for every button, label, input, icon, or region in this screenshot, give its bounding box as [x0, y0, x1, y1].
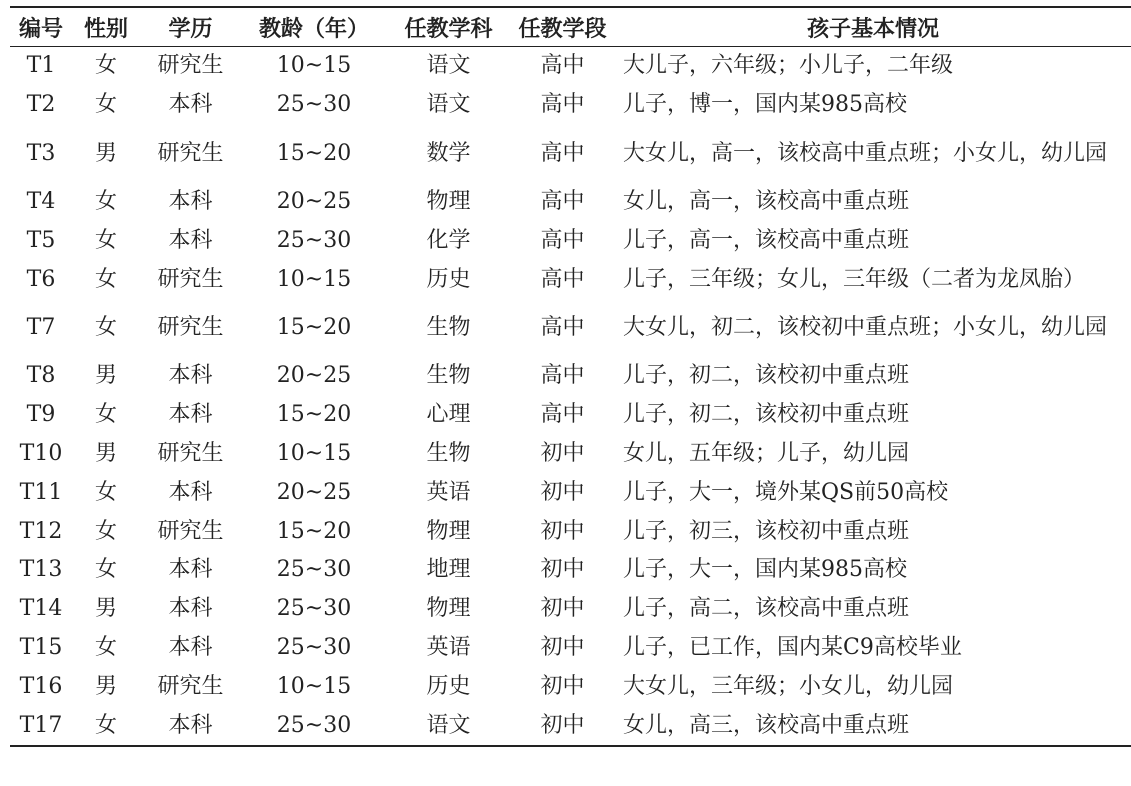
cell-subject: 英语	[426, 479, 471, 505]
cell-id: T8	[26, 363, 56, 389]
cell-education: 研究生	[157, 314, 224, 340]
cell-id: T4	[26, 188, 56, 214]
cell-teaching-years: 10~15	[276, 673, 352, 699]
cell-subject: 生物	[426, 440, 471, 466]
cell-gender: 女	[94, 188, 117, 214]
cell-school-stage: 高中	[540, 227, 585, 253]
cell-education: 研究生	[157, 140, 224, 166]
table-row	[10, 512, 1131, 551]
cell-gender: 女	[94, 266, 117, 292]
cell-id: T7	[26, 314, 56, 340]
cell-gender: 女	[94, 634, 117, 660]
cell-subject: 生物	[426, 363, 471, 389]
cell-school-stage: 初中	[540, 673, 585, 699]
cell-subject: 数学	[426, 140, 471, 166]
cell-gender: 男	[94, 673, 117, 699]
cell-id: T16	[19, 673, 63, 699]
cell-school-stage: 高中	[540, 363, 585, 389]
table-row	[10, 396, 1131, 435]
cell-education: 研究生	[157, 518, 224, 544]
cell-id: T17	[10, 706, 72, 746]
cell-gender: 女	[72, 706, 140, 746]
cell-school-stage: 高中	[540, 402, 585, 428]
cell-school-stage: 初中	[510, 706, 615, 746]
cell-gender: 女	[94, 227, 117, 253]
table-row	[10, 551, 1131, 590]
cell-education: 研究生	[157, 266, 224, 292]
cell-gender: 女	[94, 53, 117, 79]
table-row	[10, 435, 1131, 474]
cell-gender: 男	[94, 363, 117, 389]
cell-children-info: 儿子，高二，该校高中重点班	[623, 596, 910, 622]
cell-id: T13	[19, 557, 63, 583]
table-row	[10, 706, 1131, 746]
cell-school-stage: 高中	[540, 92, 585, 118]
cell-subject: 英语	[426, 634, 471, 660]
cell-children-info: 女儿，高一，该校高中重点班	[623, 188, 910, 214]
cell-school-stage: 初中	[540, 634, 585, 660]
header-id: 编号	[10, 7, 72, 47]
cell-gender: 女	[94, 402, 117, 428]
cell-id: T6	[26, 266, 56, 292]
cell-school-stage: 初中	[540, 596, 585, 622]
cell-education: 研究生	[157, 440, 224, 466]
cell-id: T10	[19, 440, 63, 466]
cell-education: 本科	[168, 92, 213, 118]
cell-gender: 男	[94, 440, 117, 466]
cell-subject: 语文	[387, 706, 510, 746]
cell-subject: 地理	[426, 557, 471, 583]
cell-school-stage: 初中	[540, 479, 585, 505]
cell-children-info: 儿子，初二，该校初中重点班	[623, 363, 910, 389]
cell-education: 本科	[168, 402, 213, 428]
cell-children-info: 儿子，已工作，国内某C9高校毕业	[623, 634, 962, 660]
cell-children-info: 儿子，大一，境外某QS前50高校	[623, 479, 949, 505]
cell-subject: 物理	[426, 188, 471, 214]
cell-teaching-years: 25~30	[276, 557, 352, 583]
cell-teaching-years: 25~30	[241, 706, 387, 746]
header-row	[10, 7, 1131, 47]
cell-education: 本科	[168, 479, 213, 505]
cell-id: T9	[26, 402, 56, 428]
cell-children-info: 大女儿，初二，该校初中重点班；小女儿，幼儿园	[623, 314, 1108, 340]
cell-teaching-years: 15~20	[276, 140, 352, 166]
table-row	[10, 221, 1131, 260]
cell-teaching-years: 10~15	[276, 53, 352, 79]
cell-children-info: 女儿，五年级；儿子，幼儿园	[623, 440, 910, 466]
cell-teaching-years: 25~30	[276, 227, 352, 253]
table-header	[10, 7, 1131, 47]
table-row	[10, 299, 1131, 357]
cell-gender: 男	[94, 140, 117, 166]
cell-subject: 语文	[426, 53, 471, 79]
cell-gender: 女	[94, 314, 117, 340]
cell-teaching-years: 10~15	[276, 266, 352, 292]
cell-subject: 化学	[426, 227, 471, 253]
cell-school-stage: 高中	[540, 314, 585, 340]
cell-school-stage: 初中	[540, 518, 585, 544]
cell-education: 本科	[168, 188, 213, 214]
cell-education: 本科	[168, 227, 213, 253]
table-body	[10, 47, 1131, 746]
cell-subject: 语文	[426, 92, 471, 118]
cell-teaching-years: 25~30	[276, 92, 352, 118]
cell-children-info: 大儿子，六年级；小儿子，二年级	[623, 53, 954, 79]
cell-id: T1	[26, 53, 56, 79]
table-row	[10, 47, 1131, 86]
cell-subject: 物理	[426, 518, 471, 544]
cell-children-info: 儿子，博一，国内某985高校	[623, 92, 907, 118]
table-row	[10, 629, 1131, 668]
header-education: 学历	[140, 7, 241, 47]
cell-id: T12	[19, 518, 63, 544]
cell-education: 研究生	[157, 53, 224, 79]
table-row	[10, 125, 1131, 183]
cell-school-stage: 初中	[540, 440, 585, 466]
cell-gender: 女	[94, 479, 117, 505]
cell-teaching-years: 20~25	[276, 363, 352, 389]
cell-school-stage: 高中	[540, 140, 585, 166]
cell-teaching-years: 20~25	[276, 188, 352, 214]
teacher-info-table-container	[10, 6, 1131, 747]
cell-education: 本科	[168, 557, 213, 583]
header-teaching-years: 教龄（年）	[241, 7, 387, 47]
header-gender: 性别	[72, 7, 140, 47]
cell-children-info: 儿子，三年级；女儿，三年级（二者为龙凤胎）	[623, 266, 1086, 292]
cell-children-info: 儿子，初二，该校初中重点班	[623, 402, 910, 428]
table-row	[10, 86, 1131, 125]
teacher-info-table	[10, 6, 1131, 747]
table-row	[10, 590, 1131, 629]
cell-teaching-years: 25~30	[276, 634, 352, 660]
cell-gender: 男	[94, 596, 117, 622]
cell-teaching-years: 15~20	[276, 402, 352, 428]
table-row	[10, 357, 1131, 396]
cell-school-stage: 初中	[540, 557, 585, 583]
cell-id: T11	[19, 479, 63, 505]
cell-education: 本科	[168, 596, 213, 622]
header-subject: 任教学科	[387, 7, 510, 47]
cell-teaching-years: 20~25	[276, 479, 352, 505]
cell-children-info: 大女儿，三年级；小女儿，幼儿园	[623, 673, 954, 699]
cell-gender: 女	[94, 518, 117, 544]
header-children-info: 孩子基本情况	[615, 7, 1131, 47]
cell-teaching-years: 10~15	[276, 440, 352, 466]
cell-id: T5	[26, 227, 56, 253]
cell-subject: 心理	[426, 402, 471, 428]
cell-teaching-years: 15~20	[276, 518, 352, 544]
cell-children-info: 儿子，高一，该校高中重点班	[623, 227, 910, 253]
cell-education: 本科	[140, 706, 241, 746]
cell-education: 本科	[168, 363, 213, 389]
table-row	[10, 260, 1131, 299]
cell-id: T3	[26, 140, 56, 166]
cell-teaching-years: 15~20	[276, 314, 352, 340]
cell-children-info: 女儿，高三，该校高中重点班	[615, 706, 1131, 746]
cell-children-info: 儿子，初三，该校初中重点班	[623, 518, 910, 544]
cell-subject: 物理	[426, 596, 471, 622]
cell-education: 研究生	[157, 673, 224, 699]
cell-subject: 历史	[426, 673, 471, 699]
cell-subject: 历史	[426, 266, 471, 292]
cell-gender: 女	[94, 92, 117, 118]
cell-id: T14	[19, 596, 63, 622]
cell-gender: 女	[94, 557, 117, 583]
header-school-stage: 任教学段	[510, 7, 615, 47]
table-row	[10, 667, 1131, 706]
cell-school-stage: 高中	[540, 266, 585, 292]
table-row	[10, 183, 1131, 222]
cell-children-info: 儿子，大一，国内某985高校	[623, 557, 907, 583]
table-row	[10, 473, 1131, 512]
cell-school-stage: 高中	[540, 53, 585, 79]
cell-teaching-years: 25~30	[276, 596, 352, 622]
cell-education: 本科	[168, 634, 213, 660]
cell-school-stage: 高中	[540, 188, 585, 214]
cell-children-info: 大女儿，高一，该校高中重点班；小女儿，幼儿园	[623, 140, 1108, 166]
cell-id: T15	[19, 634, 63, 660]
cell-subject: 生物	[426, 314, 471, 340]
cell-id: T2	[26, 92, 56, 118]
